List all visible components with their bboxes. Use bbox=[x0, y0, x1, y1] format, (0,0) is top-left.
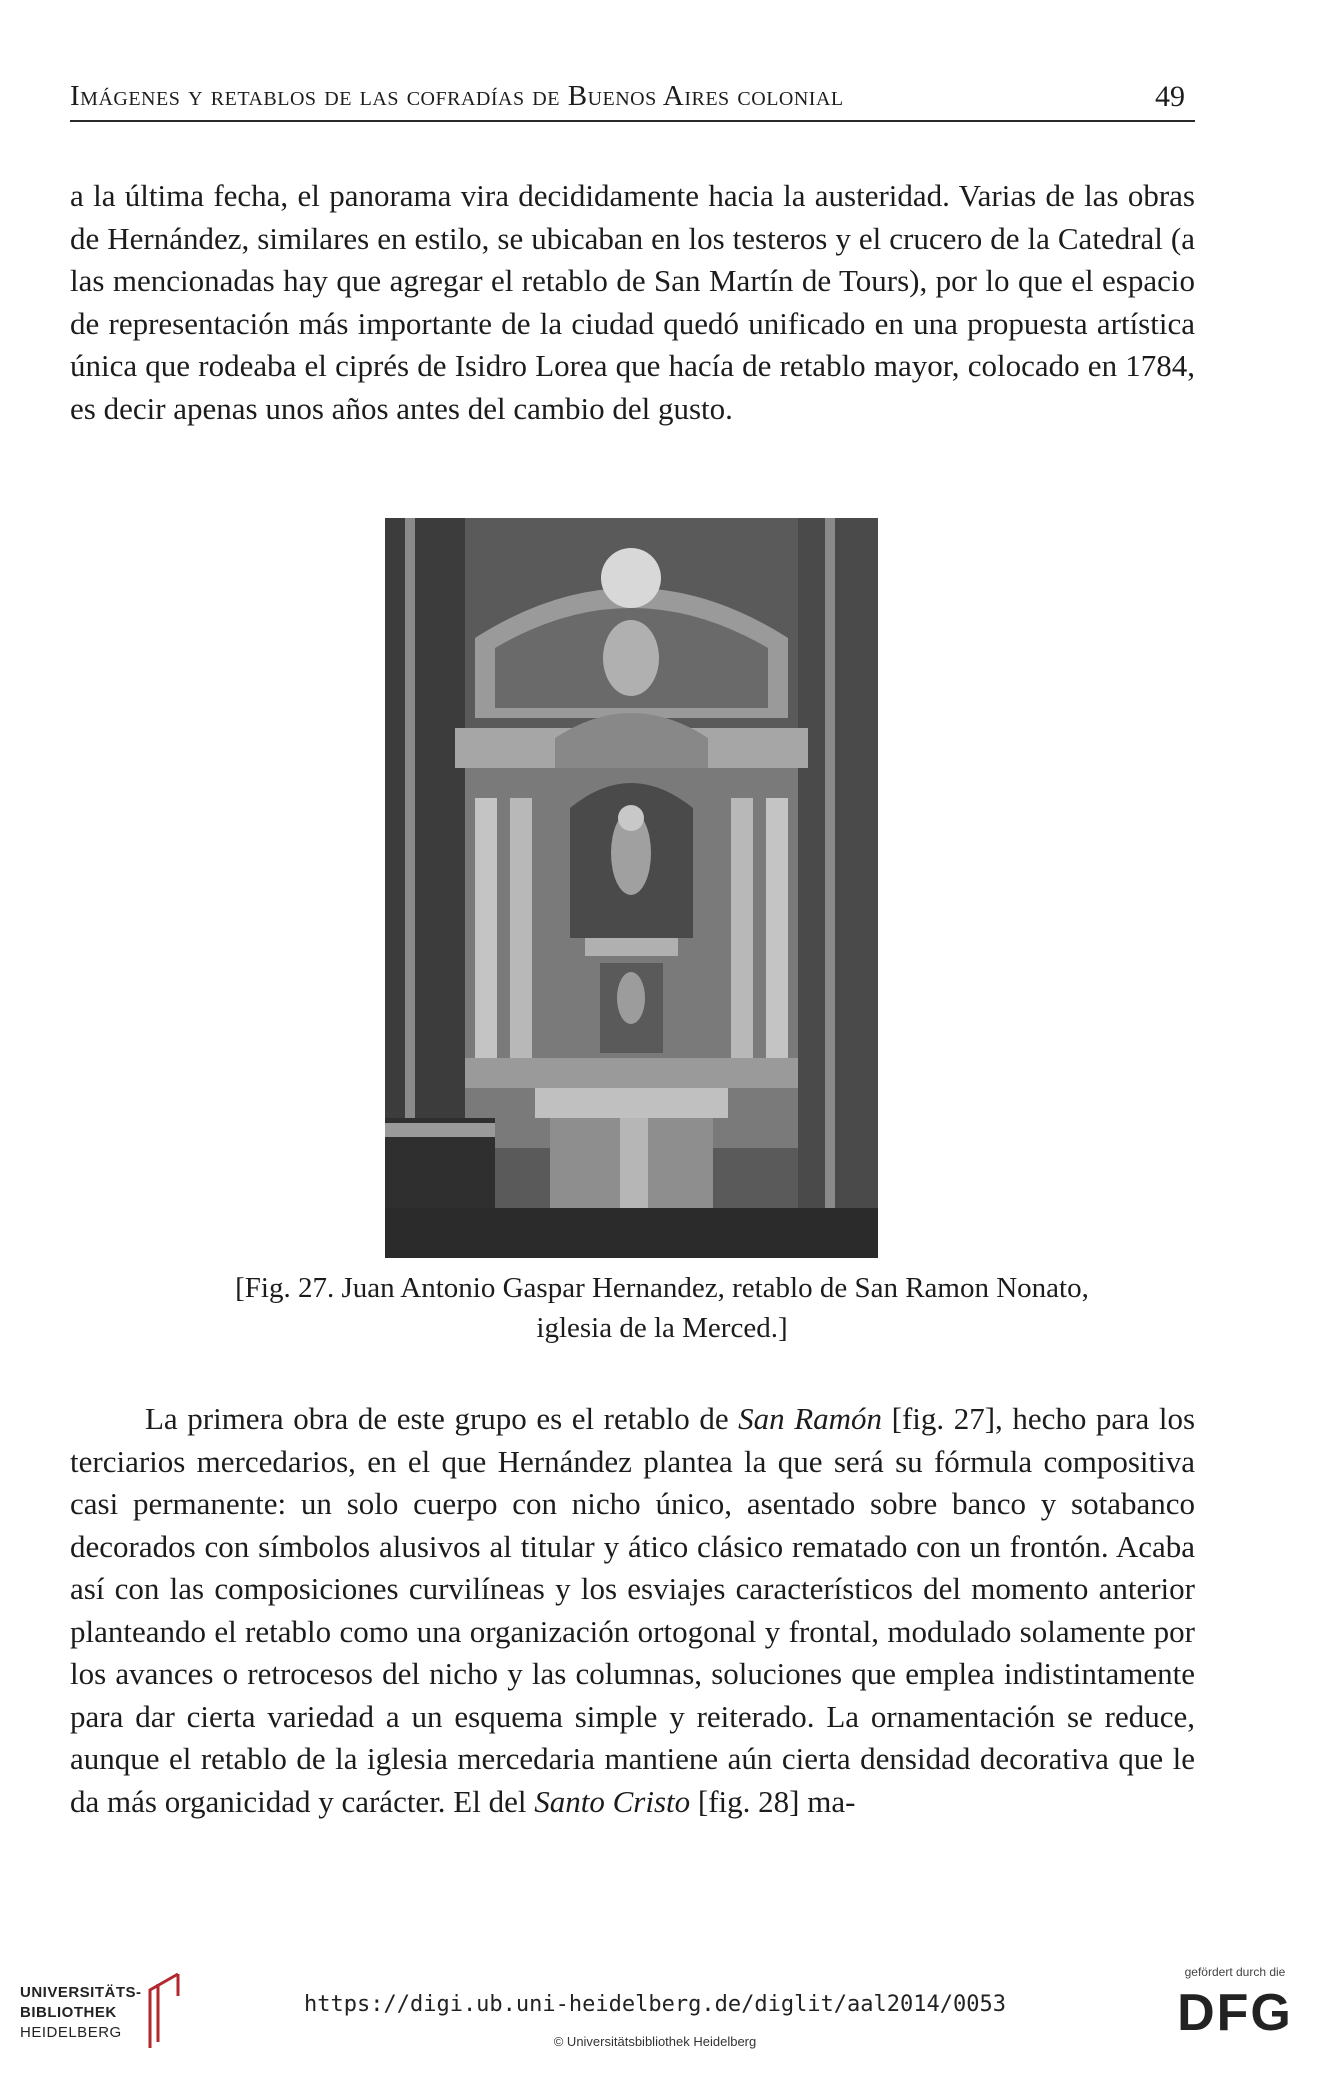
copyright-notice: © Universitätsbibliothek Heidelberg bbox=[553, 2034, 757, 2049]
caption-line-2: iglesia de la Merced.] bbox=[536, 1312, 788, 1344]
italic-san-ramon: San Ramón bbox=[738, 1401, 883, 1436]
library-mark-icon bbox=[138, 1970, 190, 2052]
figure-caption bbox=[130, 1268, 1194, 1348]
library-name-line-2: BIBLIOTHEK bbox=[20, 2004, 117, 2021]
library-name-line-3: HEIDELBERG bbox=[20, 2024, 122, 2041]
italic-santo-cristo: Santo Cristo bbox=[534, 1783, 691, 1819]
running-header bbox=[70, 80, 1195, 122]
paragraph-1: a la última fecha, el panorama vira decididamente hacia la austeridad. Varias de las obras de Hernández, similares en estilo, se ubicaban en los testeros y el crucero de la Catedral (a las mencionadas hay que agregar el retablo de San Martín de Tours), por lo que el espacio de representación más importante de la ciudad quedó unificado en una propuesta artística única que rodeaba el ciprés de Isidro Lorea que hacía de retablo mayor, colocado en 1784, es decir apenas unos años antes del cambio del gusto. bbox=[70, 178, 1195, 426]
dfg-logo: DFG bbox=[1177, 1984, 1293, 2042]
paragraph-2-text-2: [fig. 27], hecho para los terciarios mercedarios, en el que Hernández plantea la que será su fórmula compositiva casi permanente: un solo cuerpo con nicho único, asentado sobre banco y sotabanco decorados con símbolos alusivos al titular y ático clásico rematado con un frontón. Acaba así con las composiciones curvilíneas y los esviajes característicos del momento anterior planteando el retablo como una organización ortogonal y frontal, modulado solamente por los avances o retrocesos del nicho y las columnas, soluciones que emplea indistintamente para dar cierta variedad a un esquema simple y reiterado. La ornamentación se reduce, aunque el retablo de la iglesia mercedaria mantiene aún cierta densidad decorativa que le da más organicidad y carácter. El del bbox=[70, 1401, 1196, 1819]
dfg-funding bbox=[1160, 1965, 1310, 2065]
paragraph-2-text-3: [fig. 28] ma- bbox=[690, 1783, 856, 1819]
paragraph-2-text-1: La primera obra de este grupo es el retablo de bbox=[145, 1401, 739, 1436]
retablo-illustration bbox=[385, 518, 878, 1258]
digitization-footer bbox=[0, 1950, 1324, 2075]
funding-note: gefördert durch die bbox=[1184, 1965, 1286, 1979]
caption-line-1: [Fig. 27. Juan Antonio Gaspar Hernandez, retablo de San Ramon Nonato, bbox=[235, 1272, 1089, 1304]
library-logo bbox=[20, 1962, 195, 2052]
library-name-line-1: UNIVERSITÄTS- bbox=[20, 1984, 142, 2001]
paragraph-2 bbox=[70, 1398, 1195, 1823]
page-number: 49 bbox=[1155, 80, 1185, 113]
running-title: Imágenes y retablos de las cofradías de Buenos Aires colonial bbox=[70, 80, 844, 112]
source-url-link[interactable]: https://digi.ub.uni-heidelberg.de/diglit/aal2014/0053 bbox=[304, 1992, 1006, 2017]
figure-retablo-photo bbox=[385, 518, 878, 1258]
